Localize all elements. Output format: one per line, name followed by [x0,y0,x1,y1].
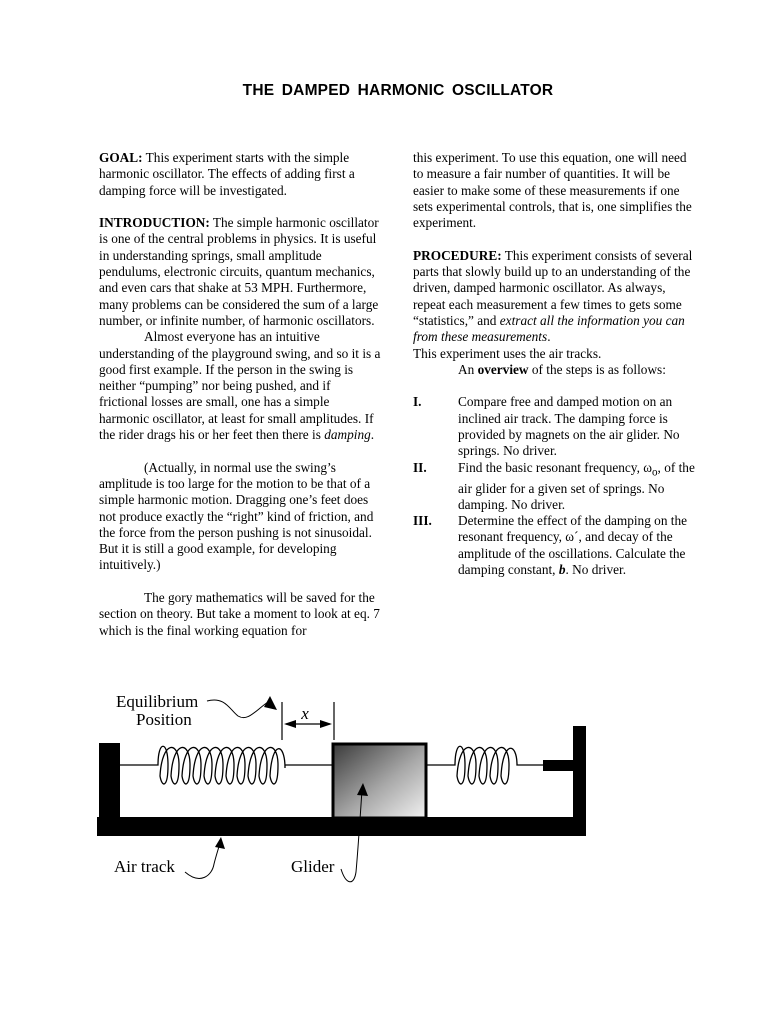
air-track-label: Air track [114,857,175,876]
intro-paragraph [99,215,381,329]
swing-paragraph: Almost everyone has an intuitive understanding of the playground swing, and so it is a good first example. If the person in the swing is neither “pumping” nor being pushed, and if frictional losses are small, one has a simple harmonic oscillator, at least for small amplitudes. If the rider drags his or her feet then there is damping. [99,329,381,443]
air-track-base [97,817,586,836]
procedure-italic: extract all the information you can from these measurements [413,312,685,345]
glider-label: Glider [291,857,335,876]
goal-text: This experiment starts with the simple harmonic oscillator. The effects of adding first a damping force will be investigated. [99,150,355,198]
air-track-arrow-head [215,837,225,849]
step-item-3 [413,513,698,578]
goal-label: GOAL: [99,150,143,165]
step-numeral: III. [413,513,432,529]
right-spring-mount [543,760,574,771]
equilibrium-label-line1: Equilibrium [116,692,199,711]
overview-line: An overview of the steps is as follows: [458,361,666,377]
intro-text: The simple harmonic oscillator is one of the central problems in physics. It is useful in understanding springs, small amplitude pendulums, electronic circuits, quantum mechanics, and even cars that shake at 53 MPH. Furthermore, many problems can be considered the sum of a large number, or infinite number, of harmonic oscillators. [99,215,379,328]
left-column [99,150,381,639]
step-item-1 [413,394,698,459]
swing-text: Almost everyone has an intuitive understanding of the playground swing, and so it is a good first example. If the person in the swing is neither “pumping” nor being pushed, and if frictional losses are small, one has a simple harmonic oscillator, at least for small amplitudes. If the rider drags his or her feet then there is [99,329,381,443]
left-end-post [99,743,120,821]
procedure-paragraph: PROCEDURE: This experiment consists of several parts that slowly build up to an understanding of the driven, damped harmonic oscillator. As always, repeat each measurement a few times to gets some “statistics,” and extract all the information you can from these measurements. [413,247,693,345]
displacement-label: x [301,704,309,723]
goal-paragraph [99,150,381,199]
step-numeral: I. [413,394,422,410]
damping-word: damping [324,427,371,443]
page-title: THE DAMPED HARMONIC OSCILLATOR [242,82,554,99]
actually-paragraph: (Actually, in normal use the swing’s amplitude is too large for the motion to be that of a simple harmonic motion. Dragging one’s feet does not produce exactly the “right” kind of friction, and the force from the person pushing is not sinusoidal. But it is still a good example, for developing intuitively.) [99,459,374,573]
step-item-2 [413,460,698,514]
glider [333,744,426,818]
step-text: Determine the effect of the damping on the resonant frequency, ω´, and decay of the amplitude of the oscillations. Calculate the damping constant, b. No driver. [458,513,688,578]
damping-constant-symbol: b [558,562,566,578]
air-tracks-line: This experiment uses the air tracks. [413,345,602,361]
overview-word: overview [477,361,529,377]
intro-label: INTRODUCTION: [99,215,210,231]
step-text: Find the basic resonant frequency, $\omega_o$, of the air glider for a given set of springs. No damping. No driver. [458,459,695,512]
arrow-head-right [320,720,332,728]
continued-paragraph: this experiment. To use this equation, one will need to measure a fair number of quantities. It will be easier to make some of these measurements if one sets experimental controls, that is, one simplifies the experiment. [413,150,692,231]
right-end-post [573,726,586,821]
step-text: Compare free and damped motion on an inclined air track. The damping force is provided by magnets on the air glider. No springs. No driver. [458,394,680,459]
step-numeral: II. [413,459,427,475]
air-track-leader [185,843,220,878]
equilibrium-leader [207,700,268,718]
procedure-text: This experiment consists of several parts that slowly build up to an understanding of the driven, damped harmonic oscillator. As always, repeat each measurement a few times to gets some “statistics,” and [413,247,693,328]
right-column [413,150,698,578]
arrow-head-left [284,720,296,728]
procedure-label: PROCEDURE: [413,247,502,263]
right-spring [426,746,543,784]
left-spring [120,746,333,784]
equilibrium-label-line2: Position [136,710,192,729]
gory-paragraph: The gory mathematics will be saved for the section on theory. But take a moment to look at eq. 7 which is the final working equation for [99,590,380,638]
air-track-diagram [0,680,768,890]
